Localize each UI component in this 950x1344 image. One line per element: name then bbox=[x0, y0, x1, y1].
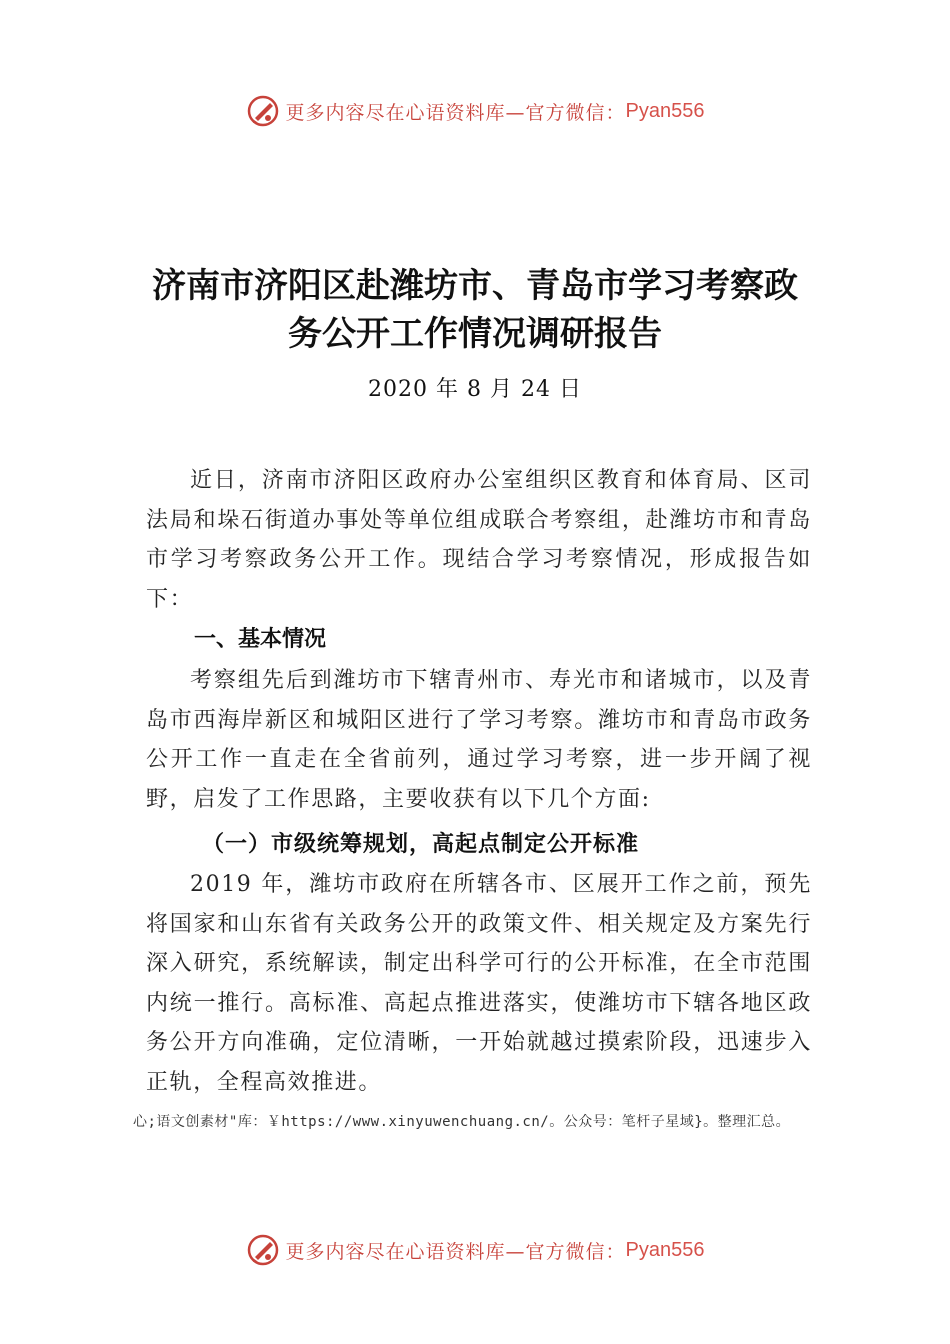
banner-text: 更多内容尽在心语资料库— bbox=[285, 1240, 526, 1263]
document-title bbox=[100, 262, 850, 358]
document-body bbox=[146, 461, 812, 1102]
subsection-paragraph: 2019 年，潍坊市政府在所辖各市、区展开工作之前，预先将国家和山东省有关政务公开的政策文件、相关规定及方案先行深入研究，系统解读，制定出科学可行的公开标准，在全市范围内统一推行。高标准、高起点推进落实，使潍坊市下辖各地区政务公开方向准确，定位清晰，一开始就越过摸索阶段，迅速步入正轨，全程高效推进。 bbox=[146, 872, 812, 1095]
banner-wechat-label: 官方微信： bbox=[525, 101, 626, 124]
banner-wechat-label: 官方微信： bbox=[525, 1240, 626, 1263]
source-footnote: 心;语文创素材"库：￥https://www.xinyuwenchuang.cn/。公众号：笔杆子星域}。整理汇总。 bbox=[133, 1114, 791, 1130]
banner-wechat-id: Pyan556 bbox=[625, 99, 705, 122]
intro-paragraph: 近日，济南市济阳区政府办公室组织区教育和体育局、区司法局和垛石街道办事处等单位组成联合考察组，赴潍坊市和青岛市学习考察政务公开工作。现结合学习考察情况，形成报告如下： bbox=[146, 468, 812, 612]
section-heading: 一、基本情况 bbox=[194, 627, 327, 652]
section-paragraph: 考察组先后到潍坊市下辖青州市、寿光市和诸城市，以及青岛市西海岸新区和城阳区进行了学习考察。潍坊市和青岛市政务公开工作一直走在全省前列，通过学习考察，进一步开阔了视野，启发了工作思路，主要收获有以下几个方面: bbox=[146, 668, 812, 812]
subsection-heading: （一）市级统筹规划，高起点制定公开标准 bbox=[202, 831, 640, 857]
title-line-1: 济南市济阳区赴潍坊市、青岛市学习考察政 bbox=[152, 266, 798, 306]
logo-icon bbox=[246, 1233, 280, 1267]
document-date: 2020 年 8 月 24 日 bbox=[368, 377, 582, 402]
logo-icon bbox=[246, 94, 280, 128]
header-banner bbox=[0, 94, 950, 128]
title-line-2: 务公开工作情况调研报告 bbox=[288, 314, 662, 354]
footer-banner bbox=[0, 1233, 950, 1267]
banner-text: 更多内容尽在心语资料库— bbox=[285, 101, 526, 124]
banner-wechat-id: Pyan556 bbox=[625, 1238, 705, 1261]
